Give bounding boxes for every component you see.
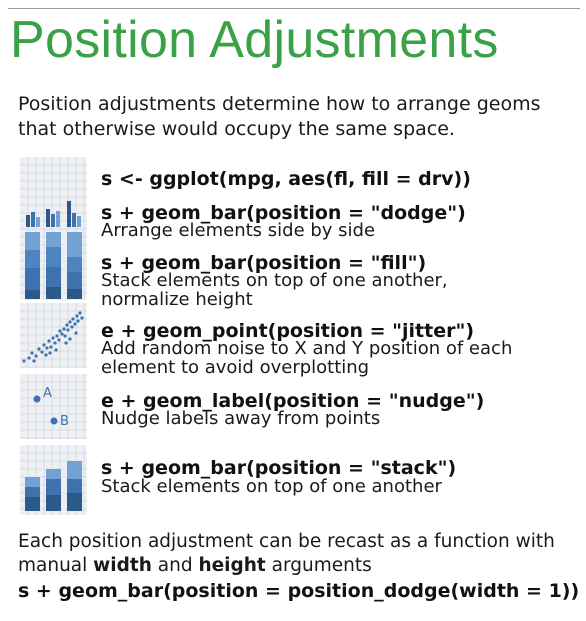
jitter-point <box>32 359 35 362</box>
jitter-point <box>73 322 76 325</box>
jitter-point <box>66 328 69 331</box>
fill-bar-segment <box>67 272 82 289</box>
stack-bar-segment <box>46 495 61 511</box>
stack-bar-segment <box>25 497 40 511</box>
jitter-point <box>34 354 37 357</box>
dodge-bar <box>26 215 30 227</box>
fill-bar-segment <box>67 257 82 272</box>
jitter-point <box>68 320 71 323</box>
fill-bar-segment <box>25 232 40 250</box>
nudge-label-b: B <box>60 414 69 429</box>
stack-bar-segment <box>67 493 82 511</box>
jitter-point <box>27 356 30 359</box>
dodge-bar <box>51 214 55 227</box>
jitter-point <box>70 325 73 328</box>
jitter-chart <box>20 303 87 368</box>
nudge-point-a <box>34 396 41 403</box>
fill-bar-segment <box>46 267 61 287</box>
jitter-point <box>78 311 81 314</box>
jitter-point <box>48 351 51 354</box>
jitter-point <box>45 346 48 349</box>
code-stack: s + geom_bar(position = "stack") <box>101 457 457 479</box>
nudge-chart <box>20 374 87 439</box>
jitter-point <box>44 353 47 356</box>
dodge-bar <box>77 216 81 227</box>
jitter-point <box>76 319 79 322</box>
desc-stack: Stack elements on top of one another <box>101 476 442 497</box>
desc-jitter: Add random noise to X and Y position of each element to avoid overplotting <box>101 338 513 378</box>
page-title: Position Adjustments <box>10 11 499 69</box>
jitter-point <box>74 331 77 334</box>
code-ggplot-setup: s <- ggplot(mpg, aes(fl, fill = drv)) <box>101 168 471 190</box>
jitter-point <box>51 336 54 339</box>
jitter-point <box>80 316 83 319</box>
fill-bar-segment <box>46 287 61 299</box>
desc-fill: Stack elements on top of one another, normalize height <box>101 270 448 310</box>
dodge-bar <box>46 209 50 227</box>
fill-bar-segment <box>46 232 61 247</box>
dodge-fill-chart <box>20 157 87 300</box>
jitter-point <box>55 334 58 337</box>
desc-dodge: Arrange elements side by side <box>101 220 376 241</box>
fill-bar-segment <box>46 247 61 267</box>
stack-icon <box>20 445 87 515</box>
dodge-bar <box>36 217 40 227</box>
code-jitter: e + geom_point(position = "jitter") <box>101 320 475 342</box>
code-nudge: e + geom_label(position = "nudge") <box>101 390 485 412</box>
jitter-point <box>75 314 78 317</box>
dodge-bar <box>31 212 35 227</box>
intro-text: Position adjustments determine how to arrange geoms that otherwise would occupy the same space. <box>18 93 541 140</box>
top-divider <box>8 8 580 9</box>
jitter-point <box>65 323 68 326</box>
nudge-point-b <box>51 418 58 425</box>
jitter-point <box>42 343 45 346</box>
jitter-point <box>64 341 67 344</box>
fill-bar-segment <box>25 250 40 268</box>
dodge-bar <box>67 201 71 227</box>
desc-nudge: Nudge labels away from points <box>101 408 381 429</box>
footer-and: and <box>151 555 199 576</box>
jitter-point <box>60 332 63 335</box>
jitter-point <box>47 339 50 342</box>
footer-height-word: height <box>198 555 266 576</box>
fill-bar-segment <box>25 268 40 290</box>
footer-code: s + geom_bar(position = position_dodge(width = 1)) <box>18 580 580 602</box>
nudge-icon <box>20 374 87 439</box>
stack-bar-segment <box>25 477 40 487</box>
jitter-point <box>49 345 52 348</box>
jitter-point <box>58 329 61 332</box>
footer-suffix: arguments <box>265 555 372 576</box>
stack-bar-segment <box>25 487 40 497</box>
stack-bar-segment <box>46 469 61 479</box>
stack-bar-segment <box>67 461 82 479</box>
stack-bar-segment <box>67 479 82 493</box>
footer-prefix: Each position adjustment can be recast as a function with manual <box>18 531 555 576</box>
stack-bar-segment <box>46 479 61 495</box>
jitter-point <box>53 341 56 344</box>
footer-text <box>18 530 583 578</box>
nudge-label-a: A <box>43 386 52 401</box>
jitter-icon <box>20 303 87 368</box>
fill-bar-segment <box>25 290 40 299</box>
dodge-fill-icon <box>20 157 87 300</box>
jitter-point <box>22 359 25 362</box>
jitter-point <box>71 317 74 320</box>
dodge-bar <box>56 211 60 227</box>
jitter-point <box>63 334 66 337</box>
jitter-point <box>30 351 33 354</box>
jitter-point <box>68 337 71 340</box>
jitter-point <box>54 348 57 351</box>
footer-width-word: width <box>93 555 152 576</box>
fill-bar-segment <box>67 232 82 257</box>
dodge-bar <box>72 213 76 227</box>
jitter-point <box>37 347 40 350</box>
fill-bar-segment <box>67 289 82 299</box>
code-dodge: s + geom_bar(position = "dodge") <box>101 202 466 224</box>
code-fill: s + geom_bar(position = "fill") <box>101 252 427 274</box>
jitter-point <box>57 338 60 341</box>
jitter-point <box>62 327 65 330</box>
jitter-point <box>40 350 43 353</box>
stack-chart <box>20 445 87 515</box>
